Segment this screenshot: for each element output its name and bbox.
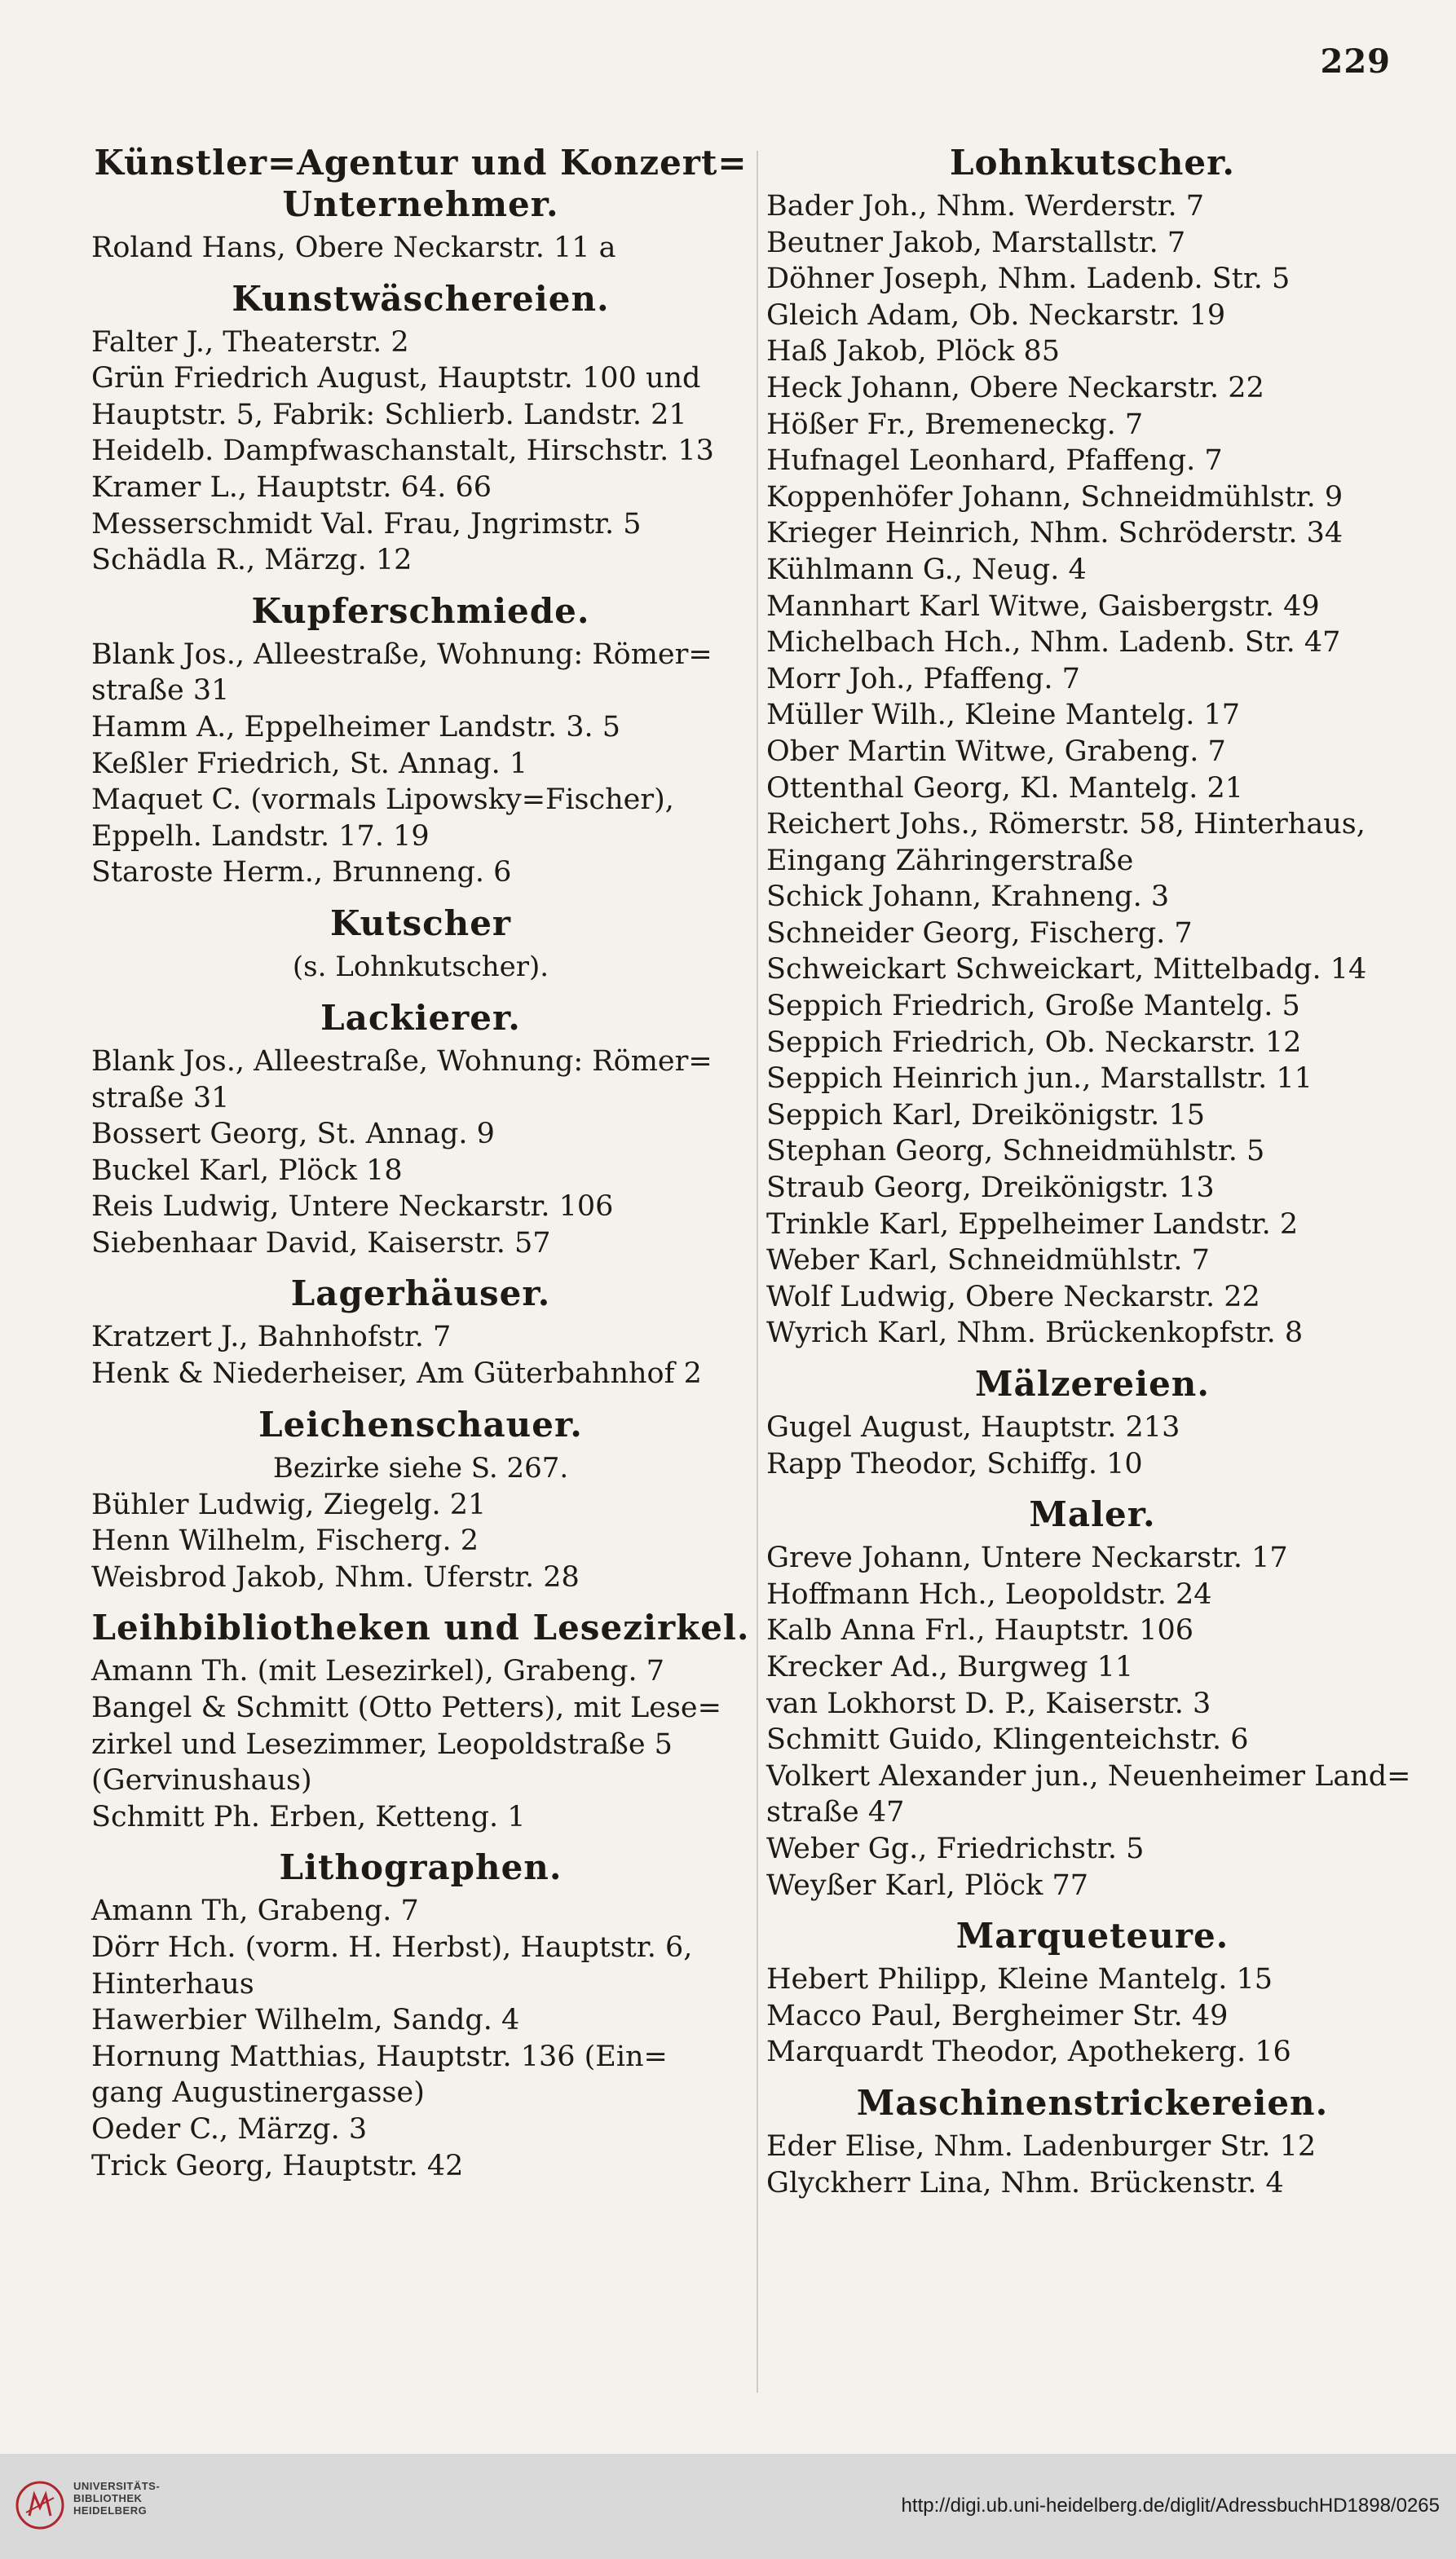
directory-entry: Krieger Heinrich, Nhm. Schröderstr. 34 (766, 517, 1343, 550)
heading-line: Marqueteure. (955, 1916, 1229, 1957)
footer-bar (0, 2454, 1456, 2559)
directory-entry: Blank Jos., Alleestraße, Wohnung: Römer= straße 31 (91, 638, 713, 708)
directory-entry: Heck Johann, Obere Neckarstr. 22 (766, 371, 1264, 404)
section-heading (91, 1607, 750, 1648)
directory-entry: Hawerbier Wilhelm, Sandg. 4 (91, 2004, 520, 2037)
directory-entry: Henn Wilhelm, Fischerg. 2 (91, 1524, 479, 1558)
heading-line: Kutscher (329, 902, 512, 943)
section-heading (91, 590, 750, 632)
directory-entry: Henk & Niederheiser, Am Güterbahnhof 2 (91, 1357, 702, 1391)
directory-entry: Schneider Georg, Fischerg. 7 (766, 916, 1193, 950)
section-heading (766, 142, 1418, 183)
directory-entry: Weisbrod Jakob, Nhm. Uferstr. 28 (91, 1560, 580, 1594)
logo-line: UNIVERSITÄTS- (73, 2480, 161, 2492)
directory-entry: Schmitt Guido, Klingenteichstr. 6 (766, 1723, 1249, 1757)
directory-entry: Beutner Jakob, Marstallstr. 7 (766, 226, 1186, 259)
directory-entry: Kratzert J., Bahnhofstr. 7 (91, 1321, 452, 1354)
directory-entry: van Lokhorst D. P., Kaiserstr. 3 (766, 1687, 1211, 1720)
directory-entry: Hößer Fr., Bremeneckg. 7 (766, 408, 1144, 441)
directory-entry: Wolf Ludwig, Obere Neckarstr. 22 (766, 1280, 1260, 1313)
heading-line: Leihbibliotheken und Lesezirkel. (91, 1608, 750, 1648)
section-lohnkutscher (766, 142, 1418, 1352)
directory-entry: Reichert Johs., Römerstr. 58, Hinterhaus, Eingang Zähringerstraße (766, 808, 1366, 877)
heading-line: Maschinenstrickereien. (856, 2082, 1329, 2123)
directory-entry: Glyckherr Lina, Nhm. Brückenstr. 4 (766, 2166, 1284, 2199)
section-note: Bezirke siehe S. 267. (272, 1451, 569, 1485)
section-heading (766, 1493, 1418, 1535)
heading-line: Lackierer. (320, 997, 521, 1038)
directory-entry: Staroste Herm., Brunneng. 6 (91, 856, 512, 889)
directory-entry: Stephan Georg, Schneidmühlstr. 5 (766, 1135, 1265, 1168)
directory-entry: Hoffmann Hch., Leopoldstr. 24 (766, 1577, 1212, 1611)
logo-line: BIBLIOTHEK (73, 2492, 143, 2504)
section-kuenstler-agentur-und-konzert (91, 142, 750, 267)
directory-entry: Schädla R., Märzg. 12 (91, 544, 413, 577)
directory-entry: Ober Martin Witwe, Grabeng. 7 (766, 735, 1226, 768)
section-lagerhaeuser (91, 1273, 750, 1392)
directory-entry: Falter J., Theaterstr. 2 (91, 325, 409, 359)
directory-entry: Bossert Georg, St. Annag. 9 (91, 1118, 495, 1151)
directory-entry: Schmitt Ph. Erben, Ketteng. 1 (91, 1800, 526, 1833)
heading-line: Künstler=Agentur und Konzert= (94, 143, 748, 183)
directory-entry: Weber Gg., Friedrichstr. 5 (766, 1832, 1145, 1865)
section-maelzereien (766, 1363, 1418, 1482)
section-maschinenstrickereien (766, 2082, 1418, 2201)
directory-entry: Rapp Theodor, Schiffg. 10 (766, 1447, 1143, 1480)
heading-line: Leichenschauer. (258, 1404, 583, 1445)
heading-line: Kupferschmiede. (251, 590, 590, 631)
section-maler (766, 1493, 1418, 1904)
directory-entry: Greve Johann, Untere Neckarstr. 17 (766, 1542, 1288, 1575)
column-divider (757, 151, 758, 2393)
logo-line: HEIDELBERG (73, 2504, 148, 2517)
heading-line: Kunstwäschereien. (232, 278, 610, 319)
left-column (91, 130, 750, 2184)
directory-entry: Macco Paul, Bergheimer Str. 49 (766, 1999, 1229, 2032)
directory-entry: Siebenhaar David, Kaiserstr. 57 (91, 1226, 551, 1260)
directory-entry: Morr Joh., Pfaffeng. 7 (766, 662, 1080, 695)
section-heading (91, 1846, 750, 1888)
heading-line: Lohnkutscher. (949, 143, 1236, 183)
section-heading (91, 1404, 750, 1445)
directory-entry: Bangel & Schmitt (Otto Petters), mit Lese= zirkel und Lesezimmer, Leopoldstraße 5 (Gervinushaus) (91, 1692, 721, 1798)
section-heading (91, 278, 750, 320)
directory-entry: Maquet C. (vormals Lipowsky=Fischer), Eppelh. Landstr. 17. 19 (91, 783, 674, 853)
directory-entry: Krecker Ad., Burgweg 11 (766, 1650, 1134, 1683)
directory-entry: Eder Elise, Nhm. Ladenburger Str. 12 (766, 2129, 1317, 2163)
heading-line: Mälzereien. (975, 1364, 1210, 1404)
directory-entry: Reis Ludwig, Untere Neckarstr. 106 (91, 1190, 614, 1224)
directory-entry: Seppich Heinrich jun., Marstallstr. 11 (766, 1062, 1313, 1096)
directory-entry: Bühler Ludwig, Ziegelg. 21 (91, 1488, 487, 1521)
directory-entry: Haß Jakob, Plöck 85 (766, 335, 1061, 368)
library-logo-text (73, 2480, 160, 2517)
section-heading (766, 1363, 1418, 1405)
library-logo[interactable] (15, 2470, 170, 2544)
directory-entry: Weyßer Karl, Plöck 77 (766, 1869, 1089, 1902)
section-kupferschmiede (91, 590, 750, 891)
directory-entry: Seppich Karl, Dreikönigstr. 15 (766, 1098, 1205, 1132)
directory-entry: Gugel August, Hauptstr. 213 (766, 1411, 1180, 1444)
directory-entry: Roland Hans, Obere Neckarstr. 11 a (91, 232, 616, 264)
directory-entry: Mannhart Karl Witwe, Gaisbergstr. 49 (766, 589, 1320, 623)
directory-entry: Hufnagel Leonhard, Pfaffeng. 7 (766, 444, 1223, 478)
directory-entry: Schweickart Schweickart, Mittelbadg. 14 (766, 953, 1367, 986)
right-column (766, 130, 1418, 2201)
heading-line: Lagerhäuser. (290, 1273, 551, 1314)
directory-entry: Heidelb. Dampfwaschanstalt, Hirschstr. 13 (91, 435, 714, 468)
directory-entry: Gleich Adam, Ob. Neckarstr. 19 (766, 298, 1226, 332)
directory-entry: Hamm A., Eppelheimer Landstr. 3. 5 (91, 710, 621, 743)
section-heading (91, 902, 750, 944)
section-lackierer (91, 997, 750, 1262)
directory-entry: Hebert Philipp, Kleine Mantelg. 15 (766, 1963, 1273, 1996)
section-leichenschauer (91, 1404, 750, 1596)
directory-entry: Hornung Matthias, Hauptstr. 136 (Ein= gang Augustinergasse) (91, 2040, 668, 2110)
section-heading (766, 1915, 1418, 1957)
directory-entry: Amann Th. (mit Lesezirkel), Grabeng. 7 (91, 1655, 665, 1688)
directory-entry: Volkert Alexander jun., Neuenheimer Land= straße 47 (766, 1759, 1411, 1829)
directory-entry: Trinkle Karl, Eppelheimer Landstr. 2 (766, 1207, 1299, 1241)
directory-entry: Amann Th, Grabeng. 7 (91, 1895, 419, 1928)
section-marqueteure (766, 1915, 1418, 2071)
directory-entry: Straub Georg, Dreikönigstr. 13 (766, 1171, 1215, 1205)
directory-entry: Weber Karl, Schneidmühlstr. 7 (766, 1244, 1210, 1277)
directory-entry: Marquardt Theodor, Apothekerg. 16 (766, 2036, 1291, 2069)
directory-entry: Grün Friedrich August, Hauptstr. 100 und Hauptstr. 5, Fabrik: Schlierb. Landstr. 21 (91, 362, 701, 431)
directory-entry: Ottenthal Georg, Kl. Mantelg. 21 (766, 771, 1244, 805)
directory-entry: Bader Joh., Nhm. Werderstr. 7 (766, 190, 1205, 223)
source-url-link[interactable]: http://digi.ub.uni-heidelberg.de/diglit/AdressbuchHD1898/0265 (901, 2495, 1440, 2517)
directory-entry: Michelbach Hch., Nhm. Ladenb. Str. 47 (766, 626, 1341, 660)
directory-entry: Buckel Karl, Plöck 18 (91, 1154, 403, 1187)
directory-entry: Kramer L., Hauptstr. 64. 66 (91, 470, 492, 504)
directory-entry: Messerschmidt Val. Frau, Jngrimstr. 5 (91, 507, 642, 540)
heading-line: Maler. (1029, 1494, 1156, 1535)
directory-entry: Blank Jos., Alleestraße, Wohnung: Römer= straße 31 (91, 1044, 713, 1114)
page-number: 229 (1320, 42, 1391, 81)
directory-entry: Trick Georg, Hauptstr. 42 (91, 2149, 464, 2182)
section-heading (91, 1273, 750, 1314)
section-note: (s. Lohnkutscher). (292, 950, 549, 983)
directory-entry: Müller Wilh., Kleine Mantelg. 17 (766, 699, 1241, 732)
directory-entry: Oeder C., Märzg. 3 (91, 2112, 368, 2146)
directory-entry: Dörr Hch. (vorm. H. Herbst), Hauptstr. 6, Hinterhaus (91, 1931, 693, 2001)
section-kunstwaeschereien (91, 278, 750, 579)
section-heading (91, 142, 750, 225)
section-heading (766, 2082, 1418, 2124)
directory-entry: Kalb Anna Frl., Hauptstr. 106 (766, 1614, 1194, 1648)
section-heading (91, 997, 750, 1039)
directory-entry: Wyrich Karl, Nhm. Brückenkopfstr. 8 (766, 1317, 1304, 1350)
heading-line: Lithographen. (279, 1847, 563, 1888)
directory-entry: Kühlmann G., Neug. 4 (766, 553, 1087, 586)
directory-entry: Seppich Friedrich, Große Mantelg. 5 (766, 990, 1300, 1023)
heading-line: Unternehmer. (282, 184, 559, 224)
section-kutscher (91, 902, 750, 986)
directory-entry: Seppich Friedrich, Ob. Neckarstr. 12 (766, 1026, 1302, 1059)
university-seal-icon (15, 2480, 65, 2530)
section-leihbibliotheken-und-lesezirkel (91, 1607, 750, 1835)
directory-entry: Döhner Joseph, Nhm. Ladenb. Str. 5 (766, 263, 1291, 296)
directory-entry: Schick Johann, Krahneng. 3 (766, 880, 1170, 914)
section-lithographen (91, 1846, 750, 2184)
directory-entry: Keßler Friedrich, St. Annag. 1 (91, 747, 528, 780)
directory-entry: Koppenhöfer Johann, Schneidmühlstr. 9 (766, 480, 1343, 514)
